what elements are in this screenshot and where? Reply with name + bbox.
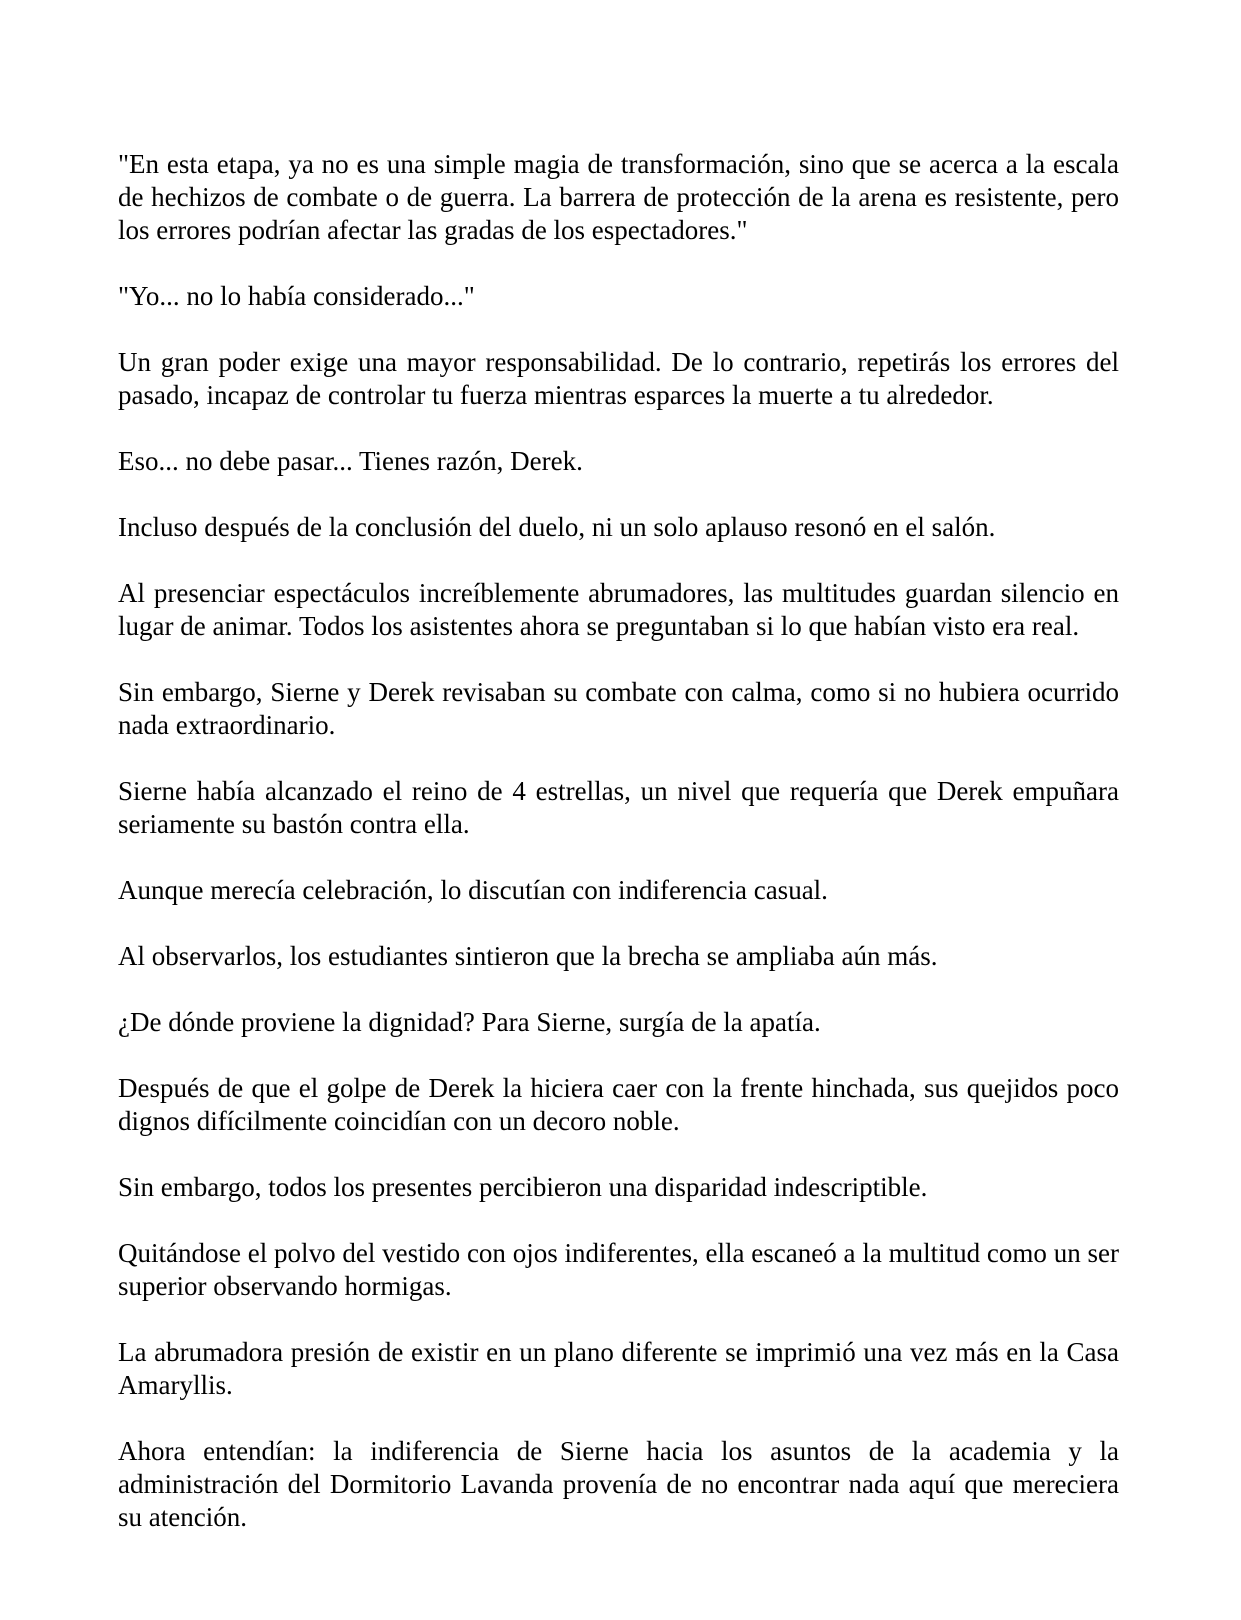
paragraph-16: Ahora entendían: la indiferencia de Sierne hacia los asuntos de la academia y la administración del Dormitorio Lavanda provenía de no encontrar nada aquí que mereciera su atención.: [118, 1436, 1119, 1532]
paragraph-2: "Yo... no lo había considerado...": [118, 281, 475, 311]
paragraph-12: Después de que el golpe de Derek la hiciera caer con la frente hinchada, sus quejidos poco dignos difícilmente coincidían con un decoro noble.: [118, 1073, 1119, 1136]
paragraph-13: Sin embargo, todos los presentes percibieron una disparidad indescriptible.: [118, 1172, 928, 1202]
paragraph-14: Quitándose el polvo del vestido con ojos indiferentes, ella escaneó a la multitud como un ser superior observando hormigas.: [118, 1238, 1119, 1301]
paragraph-15: La abrumadora presión de existir en un plano diferente se imprimió una vez más en la Casa Amaryllis.: [118, 1337, 1119, 1400]
paragraph-3: Un gran poder exige una mayor responsabilidad. De lo contrario, repetirás los errores del pasado, incapaz de controlar tu fuerza mientras esparces la muerte a tu alrededor.: [118, 347, 1119, 410]
paragraph-5: Incluso después de la conclusión del duelo, ni un solo aplauso resonó en el salón.: [118, 512, 996, 542]
paragraph-8: Sierne había alcanzado el reino de 4 estrellas, un nivel que requería que Derek empuñara seriamente su bastón contra ella.: [118, 776, 1119, 839]
paragraph-10: Al observarlos, los estudiantes sintieron que la brecha se ampliaba aún más.: [118, 941, 938, 971]
paragraph-11: ¿De dónde proviene la dignidad? Para Sierne, surgía de la apatía.: [118, 1007, 821, 1037]
paragraph-4: Eso... no debe pasar... Tienes razón, Derek.: [118, 446, 583, 476]
paragraph-6: Al presenciar espectáculos increíblemente abrumadores, las multitudes guardan silencio en lugar de animar. Todos los asistentes ahora se preguntaban si lo que habían visto era real.: [118, 578, 1119, 641]
document-page: [118, 148, 1119, 1534]
paragraph-7: Sin embargo, Sierne y Derek revisaban su combate con calma, como si no hubiera ocurrido nada extraordinario.: [118, 677, 1119, 740]
paragraph-1: "En esta etapa, ya no es una simple magia de transformación, sino que se acerca a la escala de hechizos de combate o de guerra. La barrera de protección de la arena es resistente, pero los errores podrían afectar las gradas de los espectadores.": [118, 149, 1119, 245]
paragraph-9: Aunque merecía celebración, lo discutían con indiferencia casual.: [118, 875, 828, 905]
